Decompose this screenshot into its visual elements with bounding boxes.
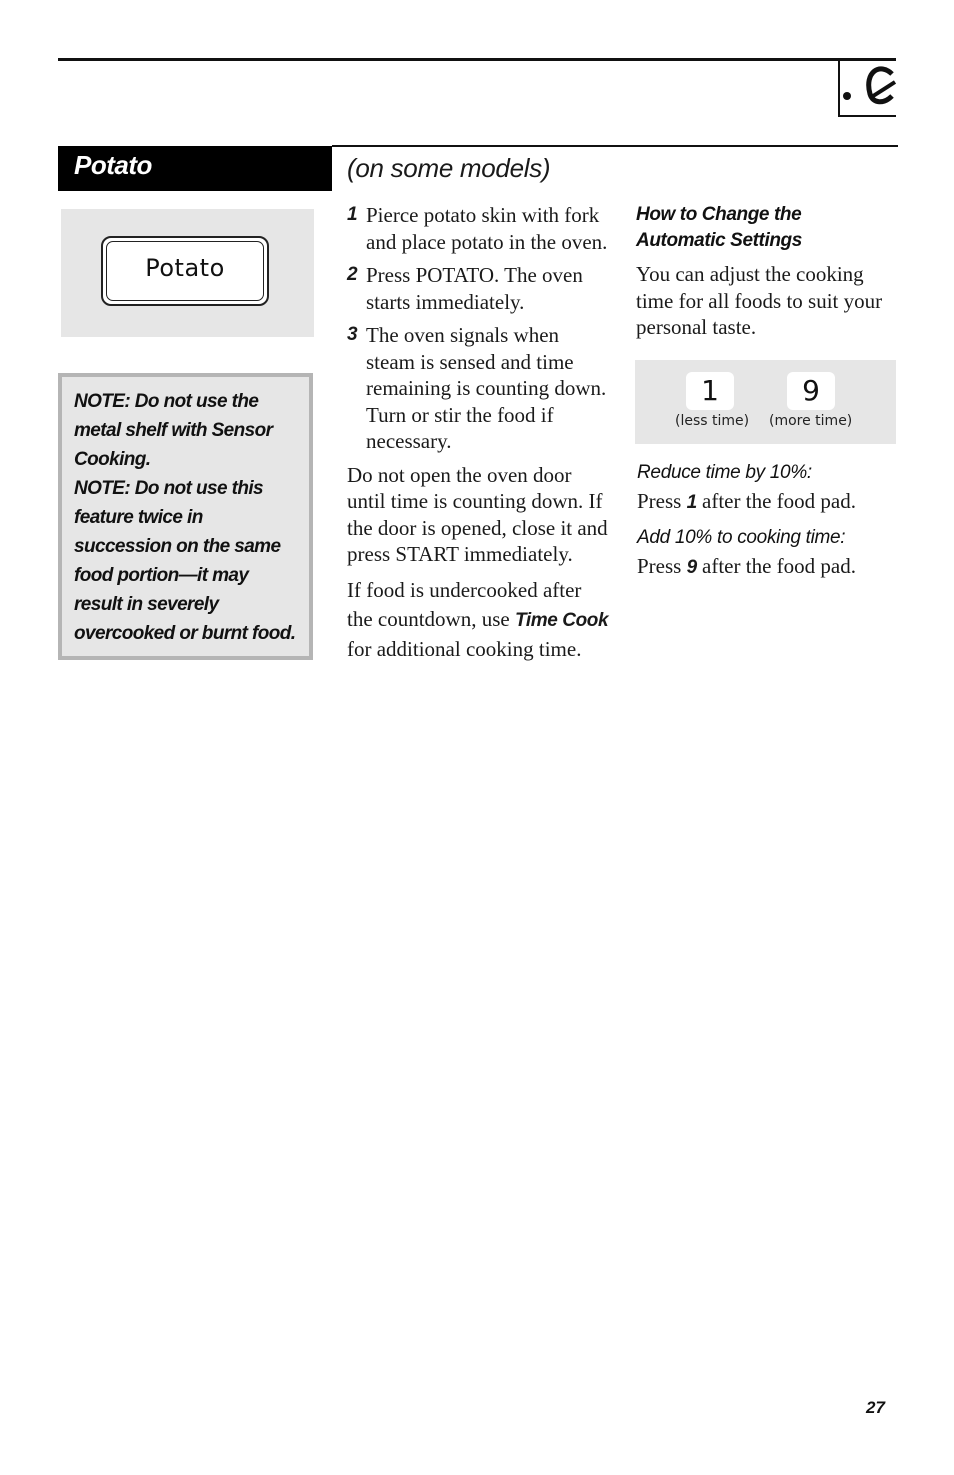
key-1-caption: (less time) [675,413,750,429]
note-box [58,373,313,660]
section-title-bar [58,146,332,191]
add-time-label: Add 10% to cooking time: [637,527,846,548]
reduce-key: 1 [686,492,697,513]
potato-pad-illustration [61,209,314,337]
key-9-caption: (more time) [769,413,853,429]
step-number: 1 [347,204,358,225]
settings-body: You can adjust the cooking time for all foods to suit your personal taste. [636,262,883,339]
header-rule [58,58,896,61]
section-rule [332,145,898,147]
step-number: 3 [347,324,358,345]
undercooked-text: If food is undercooked after the countdown, use [347,577,582,631]
note-succession: NOTE: Do not use this feature twice in succession on the same food portion—it may result in severely overcooked or burnt food. [74,478,296,644]
potato-pad-button [101,236,269,306]
instructions-column [347,202,609,664]
settings-column [636,202,898,341]
add-time-block [637,525,899,581]
key-1: 1 [686,372,734,410]
step-number: 2 [347,264,358,285]
step-text: Pierce potato skin with fork and place potato in the oven. [366,203,608,254]
note-shelf: NOTE: Do not use the metal shelf with Sensor Cooking. [74,391,273,470]
keypad-illustration [635,360,896,444]
step-item [347,262,609,315]
step-text: Press POTATO. The oven starts immediately. [366,263,583,314]
reduce-rest: after the food pad. [702,489,856,513]
section-title: Potato [74,150,152,180]
manual-section-icon [840,60,898,117]
add-rest: after the food pad. [702,554,856,578]
time-cook-emphasis: Time Cook [514,609,609,631]
add-key: 9 [686,557,697,578]
add-press: Press [637,554,682,578]
header-icon-box [838,60,896,117]
step-item [347,202,609,255]
reduce-time-label: Reduce time by 10%: [637,462,812,483]
settings-heading-line1: How to Change the [636,204,802,225]
potato-pad-label: Potato [145,254,225,282]
reduce-time-text [637,488,899,516]
settings-heading-line2: Automatic Settings [636,230,802,251]
undercooked-paragraph [347,576,609,664]
step-item [347,322,609,455]
section-subtitle: (on some models) [347,153,551,183]
reduce-time-block [637,460,899,516]
key-9: 9 [787,372,835,410]
door-paragraph: Do not open the oven door until time is counting down. If the door is opened, close it and press START immediately. [347,462,608,566]
undercooked-text-end: for additional cooking time. [347,636,582,661]
reduce-press: Press [637,489,682,513]
add-time-text [637,553,899,581]
step-text: The oven signals when steam is sensed and time remaining is counting down. Turn or stir the food if necessary. [366,323,607,453]
page-number: 27 [866,1398,885,1417]
